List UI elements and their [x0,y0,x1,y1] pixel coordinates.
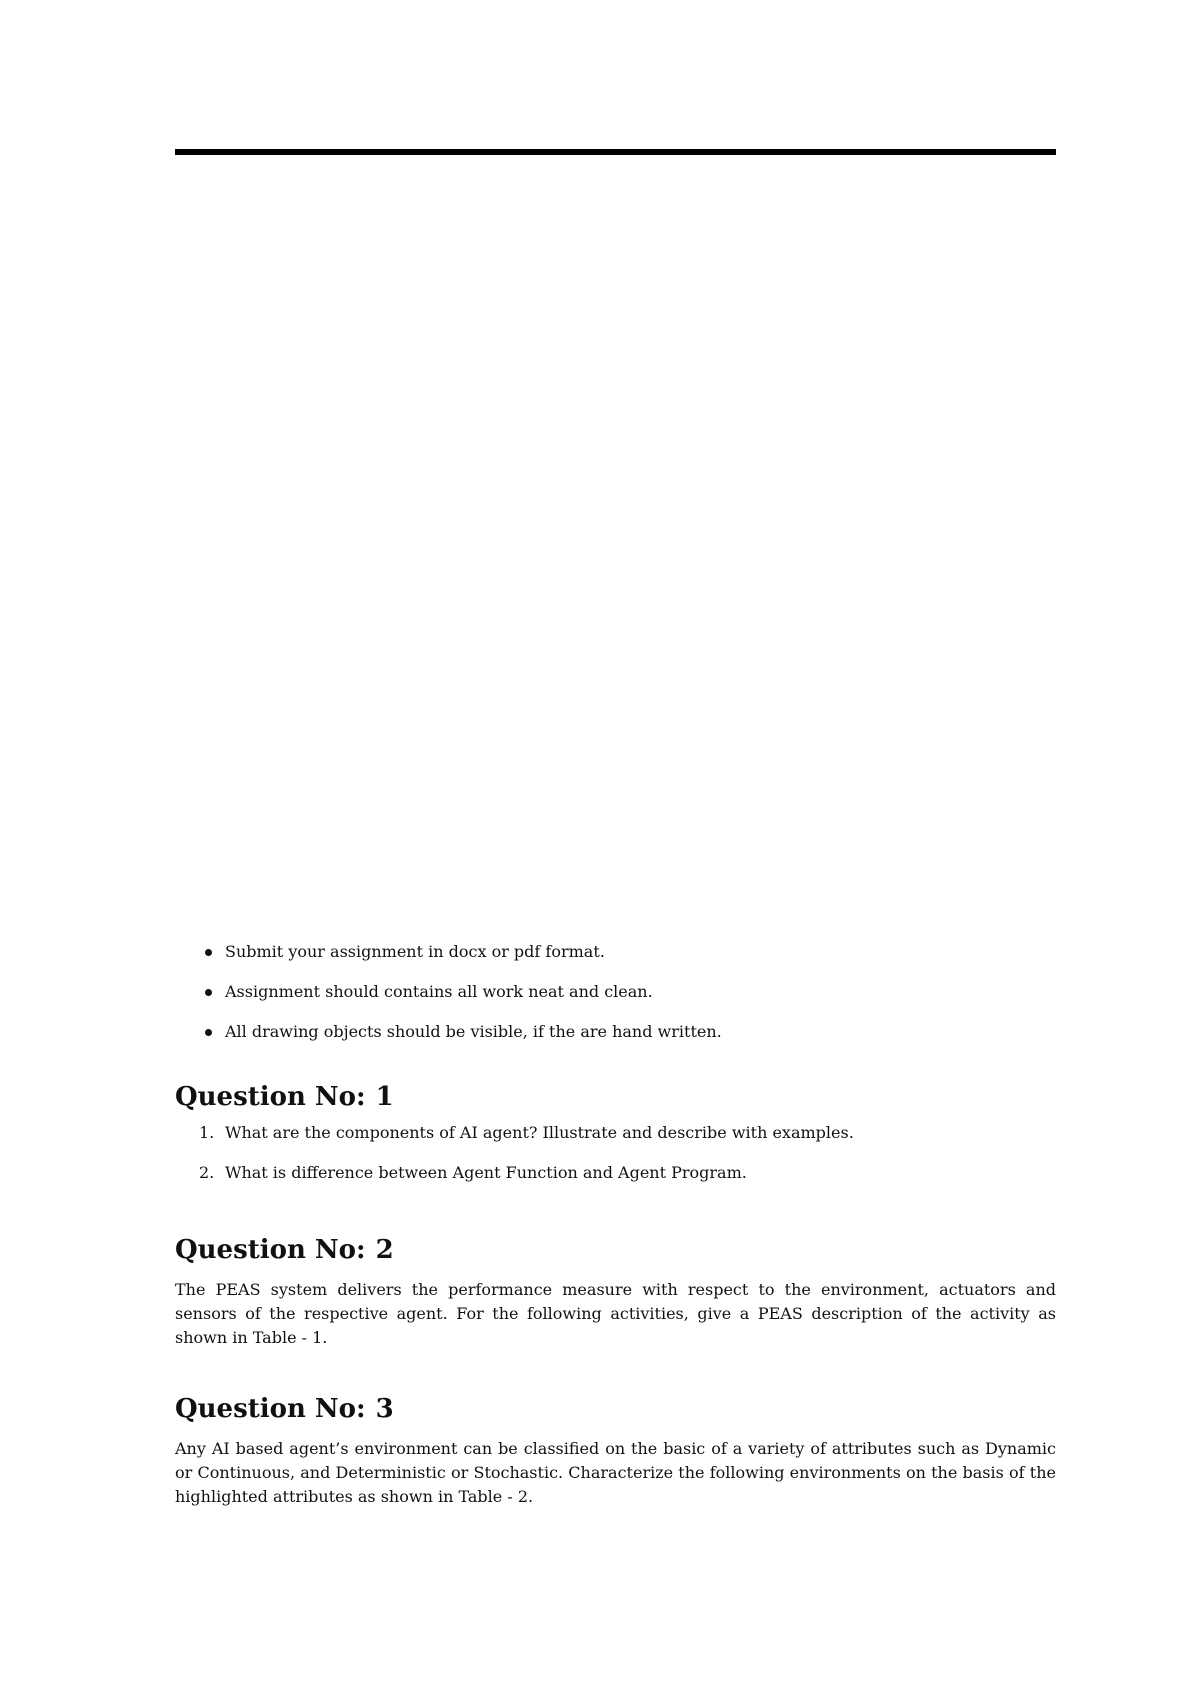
item-text: What is difference between Agent Function and Agent Program. [225,1163,747,1182]
header-rule [175,149,1056,155]
bullet-icon [205,949,212,956]
item-marker: 2. [199,1163,215,1182]
question-1-items [175,1123,1056,1183]
instruction-text: Assignment should contains all work neat and clean. [225,982,653,1001]
question-item [175,1123,1056,1143]
item-text: What are the components of AI agent? Illustrate and describe with examples. [225,1123,854,1142]
question-heading-label: Question No: [175,1394,366,1424]
question-number: 3 [375,1394,394,1424]
instruction-item [200,942,1050,962]
bullet-icon [205,1029,212,1036]
instruction-item [200,982,1050,1002]
question-1-section [175,1081,1056,1203]
question-item [175,1163,1056,1183]
item-marker: 1. [199,1123,215,1142]
instruction-text: Submit your assignment in docx or pdf format. [225,942,605,961]
question-number: 2 [375,1235,394,1265]
instruction-item [200,1022,1050,1042]
question-2-section [175,1234,1056,1350]
question-3-heading [175,1393,1056,1425]
question-number: 1 [375,1082,394,1112]
question-3-section [175,1393,1056,1509]
question-2-heading [175,1234,1056,1266]
question-heading-label: Question No: [175,1082,366,1112]
bullet-icon [205,989,212,996]
question-heading-label: Question No: [175,1235,366,1265]
instructions-list [200,942,1050,1062]
instruction-text: All drawing objects should be visible, if the are hand written. [225,1022,722,1041]
question-1-heading [175,1081,1056,1113]
question-3-paragraph: Any AI based agent’s environment can be classified on the basic of a variety of attributes such as Dynamic or Continuous, and Deterministic or Stochastic. Characterize the following environments on the basis of the highlighted attributes as shown in Table - 2. [175,1439,1056,1506]
question-2-paragraph: The PEAS system delivers the performance measure with respect to the environment, actuators and sensors of the respective agent. For the following activities, give a PEAS description of the activity as shown in Table - 1. [175,1280,1056,1347]
